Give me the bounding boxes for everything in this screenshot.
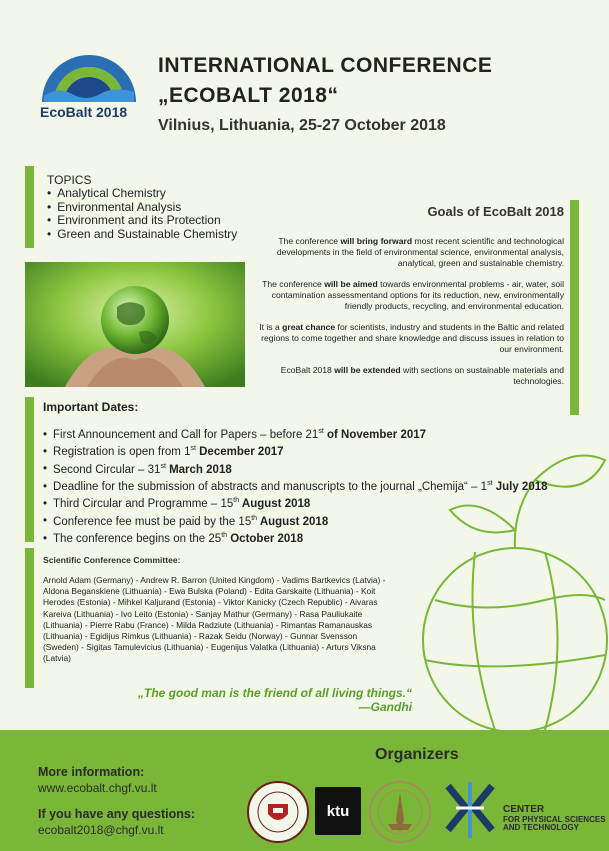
globe-hands-image: [25, 262, 245, 387]
goals-paragraph: The conference will bring forward most recent scientific and technological developments in the field of environmental science, environmental analysis, analytical, green and sustainable chemistry.: [276, 236, 564, 268]
email-link[interactable]: ecobalt2018@chgf.vu.lt: [38, 823, 164, 837]
goals-accent-bar: [570, 200, 579, 415]
goals-heading: Goals of EcoBalt 2018: [427, 204, 564, 219]
goals-paragraph: The conference will be aimed towards environmental problems - air, water, soil contamination assessmentand options for its reduction, new, environmentally friendly products, recycling, and environmental education.: [262, 279, 564, 311]
more-info-label: More information:: [38, 765, 145, 779]
dates-heading: Important Dates:: [43, 400, 139, 414]
ktu-logo-text: ktu: [326, 803, 350, 820]
topics-heading: TOPICS: [47, 173, 92, 187]
topic-item: • Environmental Analysis: [47, 201, 237, 215]
date-item: • Conference fee must be paid by the 15th August 2018: [43, 512, 548, 529]
organizers-heading: Organizers: [375, 746, 459, 763]
committee-members: Arnold Adam (Germany) - Andrew R. Barron (United Kingdom) - Vadims Bartkevics (Latvia) - Aldona Beganskiene (Lithuania) - Ewa Bulska (Poland) - Edita Garskaite (Lithuania) - Koit Herodes (Estonia) - Mihkel Kaljurand (Estonia) - Viktor Kanicky (Czech Republic) - Aivaras Kareiva (Lithuania) - Ivo Leito (Estonia) - Sanjay Mathur (Germany) - Rasa Pauliukaite (Lithuania) - Pierre Rabu (France) - Milda Radziute (Lithuania) - Rimantas Ramanauskas (Lithuania) - Egidijus Rimkus (Lithuania) - Razak Seidu (Norway) - Gunnar Svensson (Sweden) - Sigitas Tamulevicius (Lithuania) - Eugenijus Valatka (Lithuania) - Arturs Viksna (Latvia): [43, 575, 386, 664]
ecobalt-logo: [38, 46, 140, 106]
conference-name: „ECOBALT 2018“: [158, 84, 339, 107]
cpst-logo-text: [503, 806, 606, 832]
topic-item: • Analytical Chemistry: [47, 187, 237, 201]
topic-item: • Environment and its Protection: [47, 214, 237, 228]
questions-label: If you have any questions:: [38, 807, 195, 821]
date-item: • Third Circular and Programme – 15th August 2018: [43, 494, 548, 511]
quote-author: —Gandhi: [358, 700, 412, 714]
website-link[interactable]: www.ecobalt.chgf.vu.lt: [38, 781, 157, 795]
goals-paragraph: EcoBalt 2018 will be extended with sections on sustainable materials and technologies.: [280, 365, 564, 386]
topics-accent-bar: [25, 166, 34, 248]
date-item: • First Announcement and Call for Papers – before 21st of November 2017: [43, 425, 548, 442]
date-item: • Deadline for the submission of abstracts and manuscripts to the journal „Chemija“ – 1st July 2018: [43, 477, 548, 494]
goals-paragraph: It is a great chance for scientists, industry and students in the Baltic and related regions to come together and share knowledge and discuss issues in relation to our environment.: [259, 322, 564, 354]
quote-text: „The good man is the friend of all living things.“: [137, 686, 412, 700]
health-sciences-university-logo: [368, 780, 432, 844]
conference-location-dates: Vilnius, Lithuania, 25-27 October 2018: [158, 117, 446, 134]
dates-list: [43, 425, 548, 546]
dates-accent-bar: [25, 397, 34, 542]
topics-list: [47, 187, 237, 241]
cpst-logo-icon: [440, 778, 500, 842]
logo-text: EcoBalt 2018: [40, 104, 128, 120]
date-item: • The conference begins on the 25th October 2018: [43, 529, 548, 546]
date-item: • Second Circular – 31st March 2018: [43, 460, 548, 477]
vilnius-university-logo: [246, 780, 310, 844]
cpst-line: CENTER: [503, 804, 545, 815]
cpst-line: FOR PHYSICAL SCIENCES: [503, 815, 606, 824]
committee-accent-bar: [25, 548, 34, 688]
topic-item: • Green and Sustainable Chemistry: [47, 228, 237, 242]
conference-title: INTERNATIONAL CONFERENCE: [158, 54, 493, 77]
cpst-line: AND TECHNOLOGY: [503, 823, 579, 832]
quote: [120, 686, 412, 714]
committee-heading: Scientific Conference Committee:: [43, 555, 181, 565]
goals-text: [258, 236, 564, 397]
ktu-logo: [315, 787, 361, 835]
date-item: • Registration is open from 1st December 2017: [43, 442, 548, 459]
